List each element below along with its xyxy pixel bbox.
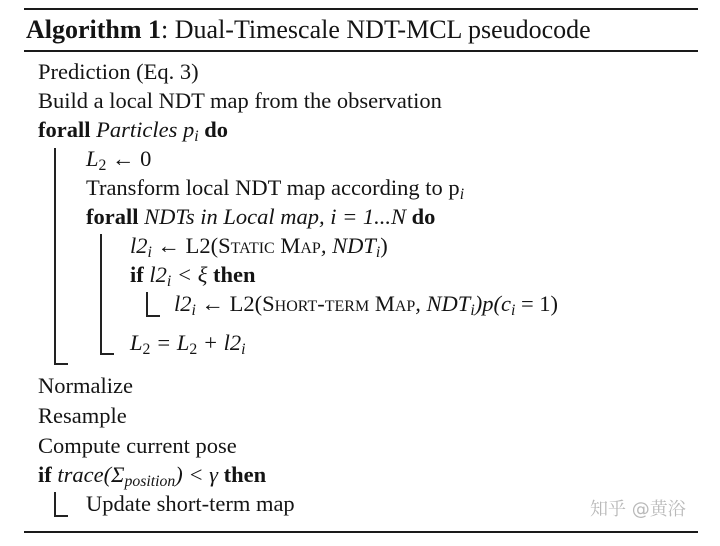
short-ndt: , NDT [415, 291, 471, 316]
watermark: 知乎 @黄浴 [590, 499, 686, 520]
algorithm-caption [26, 12, 591, 48]
static-lhs-sub: i [147, 244, 152, 261]
sum-mid: = L [150, 330, 190, 355]
short-end: = 1) [515, 291, 559, 316]
forall-ndts-guide-end [100, 353, 114, 355]
then-keyword: then [212, 262, 256, 287]
do-keyword-2: do [411, 204, 436, 229]
transform-subscript: i [459, 186, 465, 203]
line-if-trace [38, 460, 266, 490]
forall-keyword-2: forall [86, 204, 139, 229]
static-ndt-sub: i [375, 244, 381, 261]
short-lhs-sub: i [191, 302, 196, 319]
particles-text: Particles p [96, 117, 195, 142]
build-map-text: Build a local NDT map from the observation [38, 88, 442, 113]
algorithm-label: Algorithm 1 [26, 15, 162, 44]
trace-subscript: position [124, 473, 176, 490]
static-arrow: ← L2( [151, 233, 219, 258]
prediction-text: Prediction (Eq. 3) [38, 59, 199, 84]
line-static-map [130, 231, 388, 261]
line-l2-init [86, 144, 151, 174]
static-close: ) [380, 233, 388, 258]
forall-keyword: forall [38, 117, 91, 142]
line-compute-pose [38, 431, 237, 461]
if-trace-guide-end [54, 515, 68, 517]
sum-rest-sub: i [241, 341, 246, 358]
sum-lhs-sub: 2 [142, 341, 151, 358]
ndts-range: i = 1...N [324, 204, 412, 229]
caption-rule [24, 50, 698, 52]
short-map-text: Short-term Map [262, 291, 416, 316]
short-lhs: l2 [174, 291, 192, 316]
static-lhs: l2 [130, 233, 148, 258]
if-condition-rest: < ξ [171, 262, 213, 287]
if-guide [146, 292, 148, 316]
ndts-text: NDTs in Local map, [144, 204, 325, 229]
sum-rest: + l2 [197, 330, 242, 355]
if-keyword-2: if [38, 462, 52, 487]
trace-text: trace(Σ [51, 462, 125, 487]
short-arrow: ← L2( [195, 291, 263, 316]
bottom-rule [24, 531, 698, 533]
top-rule [24, 8, 698, 10]
if-condition: l2 [143, 262, 167, 287]
update-text: Update short-term map [86, 491, 295, 516]
line-prediction [38, 57, 199, 87]
resample-text: Resample [38, 403, 127, 428]
line-if [130, 260, 256, 290]
line-sum [130, 328, 246, 358]
line-update [86, 489, 295, 519]
compute-pose-text: Compute current pose [38, 433, 237, 458]
forall-particles-guide [54, 148, 56, 364]
line-short-term [174, 289, 558, 319]
line-forall-ndts [86, 202, 435, 232]
l2-symbol: L [86, 146, 99, 171]
line-build-map [38, 86, 442, 116]
normalize-text: Normalize [38, 373, 133, 398]
do-keyword: do [204, 117, 228, 142]
line-forall-particles [38, 115, 228, 145]
short-close: )p(c [474, 291, 511, 316]
particles-subscript: i [194, 128, 199, 145]
sum-mid-sub: 2 [189, 341, 198, 358]
l2-subscript: 2 [98, 157, 107, 174]
forall-ndts-guide [100, 234, 102, 354]
short-ndt-sub: i [470, 302, 475, 319]
line-transform [86, 173, 464, 203]
if-guide-end [146, 315, 160, 317]
l2-init-rest: ← 0 [106, 146, 152, 171]
static-map-text: Static Map [218, 233, 321, 258]
static-ndt: , NDT [320, 233, 376, 258]
then-keyword-2: then [223, 462, 267, 487]
if-trace-guide [54, 492, 56, 516]
if-condition-sub: i [166, 273, 172, 290]
algorithm-title: : Dual-Timescale NDT-MCL pseudocode [161, 15, 591, 44]
transform-text: Transform local NDT map according to p [86, 175, 460, 200]
line-normalize [38, 371, 133, 401]
if-keyword: if [130, 262, 144, 287]
trace-rest: ) < γ [175, 462, 224, 487]
sum-lhs: L [130, 330, 143, 355]
line-resample [38, 401, 127, 431]
short-c-sub: i [510, 302, 516, 319]
forall-particles-guide-end [54, 363, 68, 365]
